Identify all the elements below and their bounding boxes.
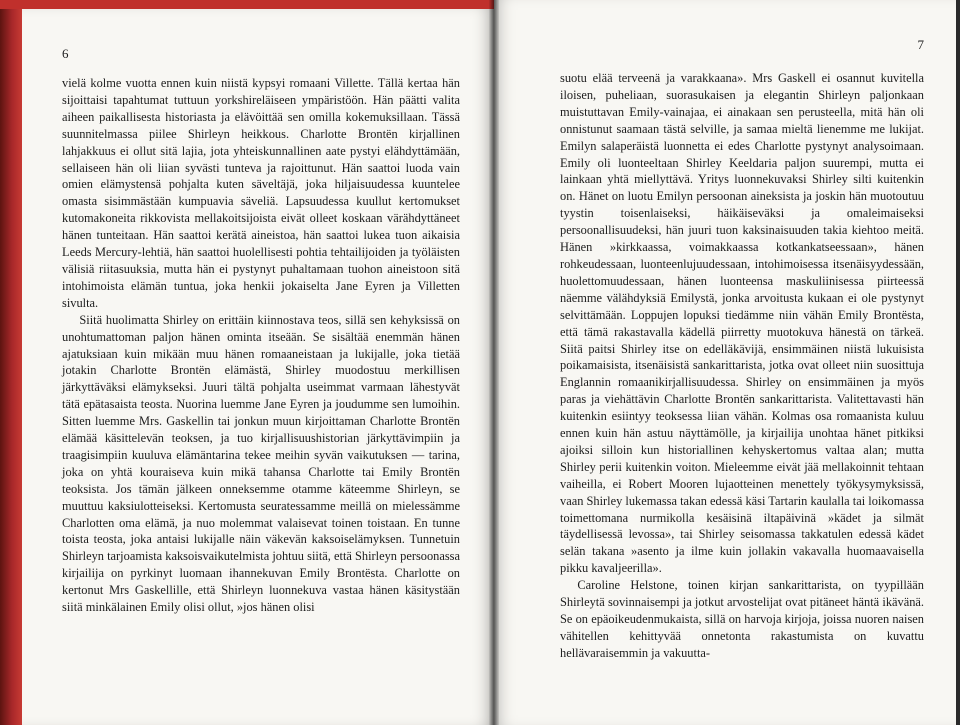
left-page: [22, 0, 494, 725]
paragraph: Siitä huolimatta Shirley on erittäin kiinnostava teos, sillä sen kehyksissä on unohtumattoman paljon hänen ominta itseään. Se sisältää enemmän hänen ajatuksiaan kuin mikään muu hänen romaaneistaan ja lukijalle, joka tietää jotakin Charlotte Brontën elämästä, Shirley muodostuu merkillisen järkyttäväksi elämykseksi. Juuri tältä pohjalta useimmat varmaan lähestyvät tätä epätasaista teosta. Nuorina luemme Jane Eyren ja joudumme sen lumoihin. Sitten luemme Mrs. Gaskellin tai jonkun muun kirjoittaman Charlotte Brontën elämää käsittelevän teoksen, ja tuo kirjallisuushistorian järkyttävimpiin ja traagisimpiin kuuluva elämäntarina tekee meihin syvän vaikutuksen — tarina, joka on yhtä kouraiseva kuin mikä tahansa Charlotte tai Emily Brontën teoksista. Jos tämän jälkeen onneksemme otamme käteemme Shirleyn, se muuttuu kaksiulotteiseksi. Kertomusta seuratessamme meillä on mielessämme Charlotten oma elämä, ja nuo molemmat valaisevat toinen toistaan. En tunne toista teosta, joka antaisi lukijalle näin väkevän kaksoiselämyksen. Tunnetuin Shirleyn tarjoamista kaksoisvaikutelmista johtuu siitä, että Shirleyn persoonassa kirjailija on pyrkinyt luomaan ihannekuvan Emily Brontësta. Charlotte on kertonut Mrs Gaskellille, että Shirleyn luonnekuva vastaa hänen käsitystään siitä minkälainen Emily olisi ollut, »jos hänen olisi: [62, 312, 460, 615]
book-gutter: [489, 0, 499, 725]
paragraph: Caroline Helstone, toinen kirjan sankarittarista, on tyypillään Shirleytä sovinnaisempi ja jotkut arvostelijat ovat pitäneet häntä ikävänä. Se on epäoikeudenmukaista, sillä on harvoja kirjoja, joissa nuoren naisen vähitellen kehittyvää onnetonta rakastumista on kuvattu hellävaraisemmin ja vakuutta-: [560, 578, 924, 660]
paragraph: suotu elää terveenä ja varakkaana». Mrs Gaskell ei osannut kuvitella iloisen, puheliaan, suorasukaisen ja elegantin Shirleyn paljonkaan muistuttavan Emily-vainajaa, ei ainakaan sen perusteella, mitä hän oli onnistunut saamaan tästä selville, ja samaa mieltä lienemme me lukijat. Emilyn salaperäistä luonnetta ei edes Charlotte pystynyt analysoimaan. Emily oli luonteeltaan Shirley Keeldaria paljon suurempi, mutta ei lainkaan yhtä miellyttävä. Yritys luonnekuvaksi Shirley silti kuitenkin on. Hänet on luotu Emilyn persoonan aineksista ja joskin hän muotoutuu tyystin toisenlaiseksi, häikäiseväksi ja omaleimaiseksi persoonallisuudeksi, hän juuri tuon kaksinaisuuden takia kiehtoo meitä. Hänen »kirkkaassa, voimakkaassa kotkankatseessaan», hänen rohkeudessaan, luonteenlujuudessaan, intohimoisessa itsenäisyydessään, huolettomuudessaan, hänen luonteensa maskuliinisessa piirteessä näemme välähdyksiä Emilystä, jonka arvoitusta kukaan ei ole pystynyt selvittämään. Loppujen lopuksi tiedämme niin vähän Emily Brontësta, että tämä rakastavalla kädellä piirretty muotokuva hänestä on tärkeä. Siitä paitsi Shirley itse on edelläkävijä, ensimmäinen niistä lukuisista poikamaisista, itsenäisistä sankarittarista, jotka ovat olleet niin suosittuja Englannin romaanikirjallisuudessa. Shirley on ensimmäinen ja myös paras ja viehättävin Charlotte Brontën sankarittarista. Valitettavasti hän kuitenkin esiintyy teoksessa liian vähän. Kolmas osa romaanista kuluu ennen kuin hän astuu näyttämölle, ja kirjailija unohtaa hänet pitkiksi ajoiksi silloin kun historiallinen kehyskertomus valtaa alan; mutta Shirley perii kuitenkin voiton. Mieleemme eivät jää mellakoinnit tehtaan vaiheilla, ei Robert Mooren lujaotteinen menettely työkysymyksissä, vaan Shirley lukemassa takan edessä käsi Tartarin kaulalla tai loikomassa toimettomana nurmikolla kesäisinä iltapäivinä »kädet ja silmät täydellisessä levossa», tai Shirley seisomassa takkatulen edessä kädet selän takana »asento ja ilme kuin jollakin vakavalla huomaavaisella pikku kavaljeerilla».: [560, 71, 924, 576]
right-page: [494, 0, 960, 725]
left-page-number: 6: [62, 46, 69, 61]
left-page-body: [62, 75, 460, 616]
paragraph: vielä kolme vuotta ennen kuin niistä kypsyi romaani Villette. Tällä kertaa hän sijoittaisi tapahtumat tuttuun yorkshireläiseen ympäristöön. Hän päätti valita aiheen paikallisesta historiasta ja elävöittää sen omilla kokemuksillaan. Tässä suunnitelmassa piilee Shirleyn heikkous. Charlotte Brontën kirjallinen lahjakkuus ei ollut sitä lajia, jota yhteiskunnallinen aate pystyi elähdyttämään, sellaiseen hän oli liian syvästi tunteva ja rajoittunut. Hän saattoi luoda vain omien elämystensä pohjalta kuten säveltäjä, joka hiljaisuudessa kuuntelee omasta sisimmästään kumpuavia säveliä. Lapsuudessa kuullut kertomukset kutomakoneita rikkovista mellakoitsijoista eivät olleet koskaan värähdyttäneet hänen tunteitaan. Hän saattoi kerätä aineistoa, hän saattoi lukea tuon aikaisia Leeds Mercury-lehtiä, hän saattoi huolellisesti pohtia tehtailijoiden ja työläisten välisiä riitasuuksia, mutta hän ei pystynyt puhaltamaan tuohon aineistoon sitä intohimoista elämän tuntua, joka henkii jokaiselta Jane Eyren ja Villetten sivulta.: [62, 76, 460, 310]
scan-edge: [956, 0, 960, 725]
right-page-number: 7: [917, 37, 924, 52]
book-cover-edge: [0, 0, 22, 725]
right-page-body: [560, 70, 924, 662]
